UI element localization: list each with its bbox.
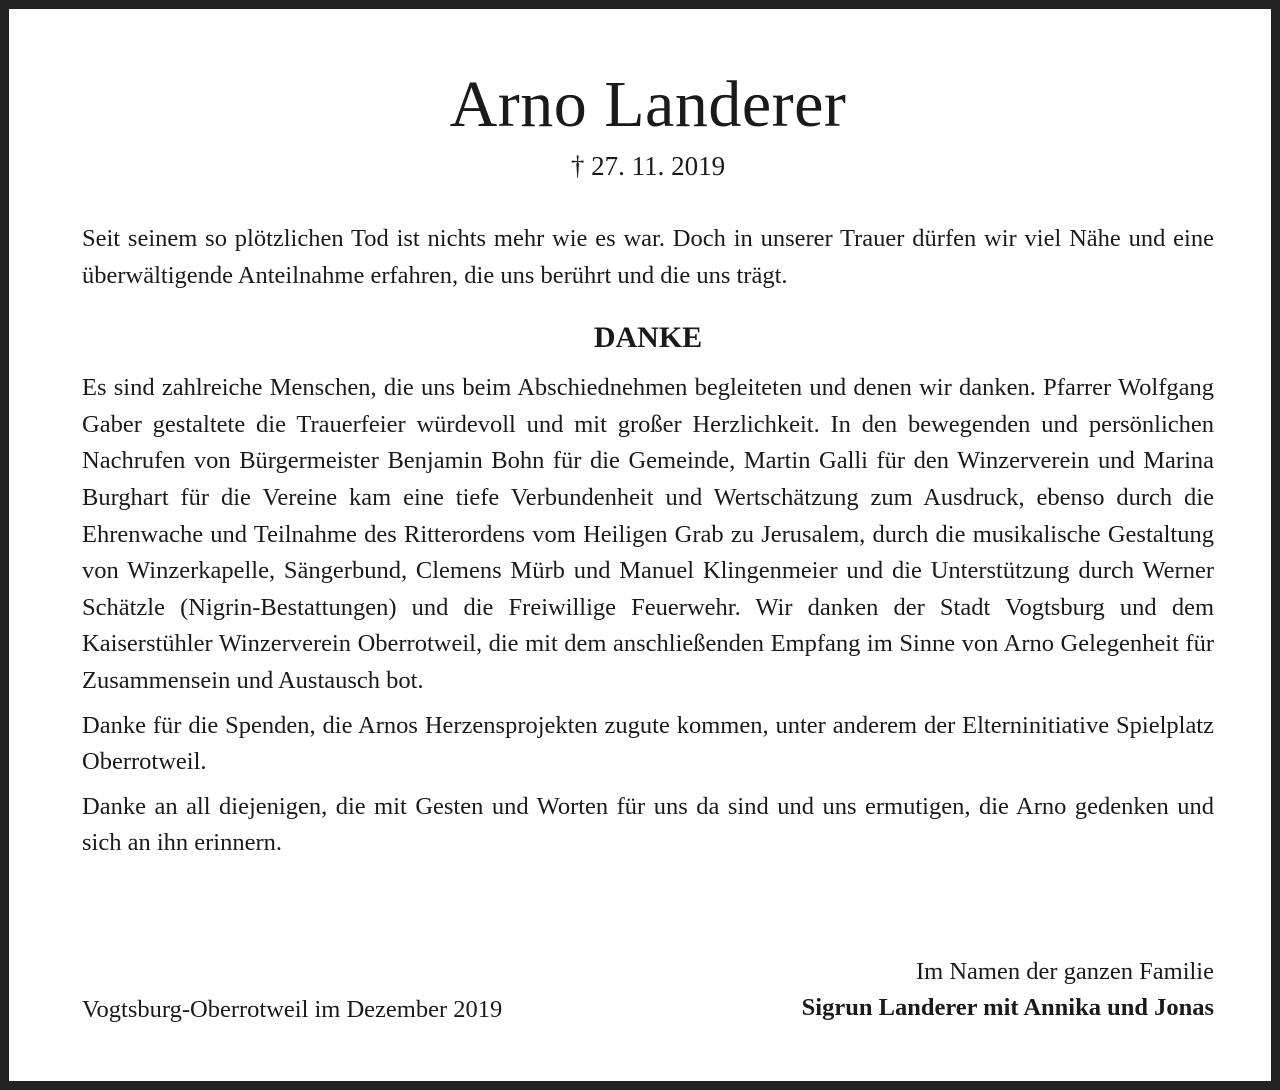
closing-paragraph: Danke an all diejenigen, die mit Gesten und Worten für uns da sind und uns ermutigen, die Arno gedenken und sich an ihn erinnern.	[82, 792, 1214, 857]
signature-block	[802, 954, 1214, 1026]
signature-line: Im Namen der ganzen Familie	[916, 958, 1214, 985]
thanks-heading: DANKE	[593, 321, 703, 355]
deceased-name: Arno Landerer	[449, 68, 847, 141]
obituary-footer	[82, 954, 1214, 1034]
place-and-date: Vogtsburg-Oberrotweil im Dezember 2019	[82, 996, 503, 1023]
intro-paragraph: Seit seinem so plötzlichen Tod ist nichts mehr wie es war. Doch in unserer Trauer dürfen wir viel Nähe und eine überwältigende Anteilnahme erfahren, die uns berührt und die uns trägt.	[82, 225, 1214, 289]
signature-names: Sigrun Landerer mit Annika und Jonas	[801, 994, 1214, 1021]
donations-paragraph: Danke für die Spenden, die Arnos Herzensprojekten zugute kommen, unter anderem der Elterninitiative Spielplatz Oberrotweil.	[82, 711, 1214, 776]
thanks-paragraph: Es sind zahlreiche Menschen, die uns beim Abschiednehmen begleiteten und denen wir danken. Pfarrer Wolfgang Gaber gestaltete die Trauerfeier würdevoll und mit großer Herzlichkeit. In den bewegenden und persönlichen Nachrufen von Bürgermeister Benjamin Bohn für die Gemeinde, Martin Galli für den Winzerverein und Marina Burghart für die Vereine kam eine tiefe Verbundenheit und Wertschätzung zum Ausdruck, ebenso durch die Ehrenwache und Teilnahme des Ritterordens vom Heiligen Grab zu Jerusalem, durch die musikalische Gestaltung von Winzerkapelle, Sängerbund, Clemens Mürb und Manuel Klingenmeier und die Unterstützung durch Werner Schätzle (Nigrin-Bestattungen) und die Freiwillige Feuerwehr. Wir danken der Stadt Vogtsburg und dem Kaiserstühler Winzerverein Oberrotweil, die mit dem anschließenden Empfang im Sinne von Arno Gelegenheit für Zusammensein und Austausch bot.	[82, 374, 1214, 694]
death-date: † 27. 11. 2019	[570, 151, 726, 181]
obituary-content	[82, 65, 1214, 862]
